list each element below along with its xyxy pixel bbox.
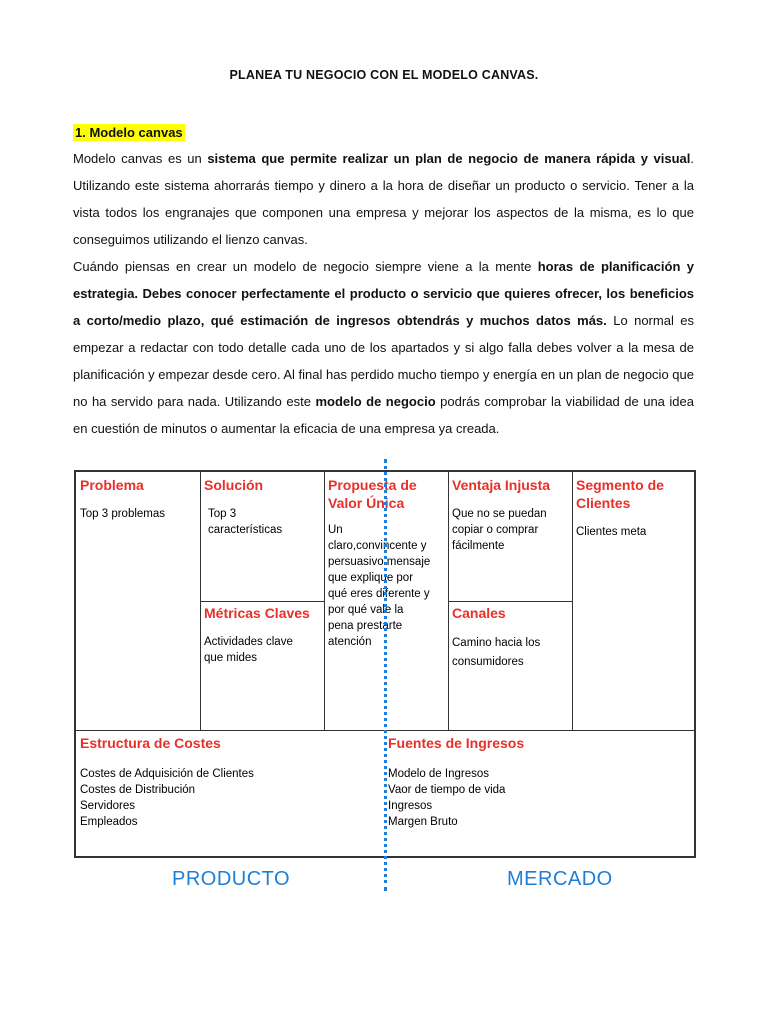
section-heading: 1. Modelo canvas: [75, 125, 183, 140]
divider: [324, 472, 325, 730]
cell-title: Canales: [452, 605, 506, 621]
cell-propuesta: [328, 476, 432, 650]
product-market-divider: [384, 459, 387, 891]
paragraph-2-bold-2: modelo de negocio: [315, 394, 436, 409]
body-text: [73, 145, 694, 442]
cell-list: [388, 766, 688, 830]
paragraph-1: [73, 145, 694, 253]
cell-text: Clientes meta: [576, 526, 647, 538]
list-item: Costes de Adquisición de Clientes: [80, 768, 254, 780]
paragraph-1-bold: sistema que permite realizar un plan de negocio de manera rápida y visual: [207, 151, 691, 166]
cell-title: Estructura de Costes: [80, 735, 221, 751]
cell-text: Actividades clave que mides: [204, 636, 293, 664]
cell-title: Segmento de Clientes: [576, 477, 664, 511]
cell-title: Propuesta de Valor Única: [328, 477, 417, 511]
cell-problema: [80, 476, 198, 522]
divider: [448, 601, 572, 602]
cell-title: Solución: [204, 477, 264, 493]
cell-text: Que no se puedan copiar o comprar fácilmente: [452, 508, 547, 552]
list-item: Empleados: [80, 816, 138, 828]
cell-title: Ventaja Injusta: [452, 477, 551, 493]
cell-title: Problema: [80, 477, 144, 493]
cell-ingresos: [388, 734, 688, 830]
paragraph-1-text: Modelo canvas es un: [73, 151, 208, 166]
cell-segmento: [576, 476, 688, 540]
cell-metricas: [204, 604, 322, 666]
paragraph-2-text-end: podrás comprobar la viabilidad de una idea en cuestión de minutos o aumentar la eficacia de una empresa ya creada.: [73, 394, 694, 436]
paragraph-2-text: Cuándo piensas en crear un modelo de negocio siempre viene a la mente: [73, 259, 538, 274]
cell-text: Top 3 características: [208, 508, 283, 536]
page-title: PLANEA TU NEGOCIO CON EL MODELO CANVAS.: [229, 68, 539, 82]
cell-list: [80, 766, 380, 830]
list-item: Costes de Distribución: [80, 784, 196, 796]
list-item: Modelo de Ingresos: [388, 768, 490, 780]
list-item: Servidores: [80, 800, 135, 812]
cell-solucion: [204, 476, 304, 538]
divider: [572, 472, 573, 730]
cell-text: Top 3 problemas: [80, 508, 166, 520]
cell-text: Camino hacia los consumidores: [452, 637, 541, 668]
paragraph-2-text-mid: Lo normal es empezar a redactar con todo detalle cada uno de los apartados y si algo falla debes volver a la mesa de planificación y empezar desde cero. Al final has perdido mucho tiempo y energía en un plan de negocio que no ha servido para nada. Utilizando este: [73, 313, 694, 409]
list-item: Ingresos: [388, 800, 433, 812]
divider: [200, 601, 324, 602]
cell-canales: [452, 604, 556, 672]
mercado-label: MERCADO: [507, 868, 613, 890]
paragraph-1-text-rest: . Utilizando este sistema ahorrarás tiempo y dinero a la hora de diseñar un producto o servicio. Tener a la vista todos los engranajes que componen una empresa y mejorar los aspectos de la misma, es lo que conseguimos utilizando el lienzo canvas.: [73, 151, 695, 247]
producto-label: PRODUCTO: [172, 868, 291, 890]
paragraph-2: [73, 253, 694, 442]
paragraph-2-bold: horas de planificación y estrategia. Debes conocer perfectamente el producto o servicio que quieres ofrecer, los beneficios a corto/medio plazo, qué estimación de ingresos obtendrás y muchos datos más.: [73, 259, 694, 328]
cell-title: Fuentes de Ingresos: [388, 735, 525, 751]
list-item: Vaor de tiempo de vida: [388, 784, 506, 796]
cell-text: Un claro,convincente y persuasivo mensaje que explique por qué eres diferente y por qué vale la pena prestarte atención: [328, 524, 431, 648]
cell-ventaja: [452, 476, 556, 554]
cell-costes: [80, 734, 380, 830]
list-item: Margen Bruto: [388, 816, 458, 828]
cell-title: Métricas Claves: [204, 605, 310, 621]
